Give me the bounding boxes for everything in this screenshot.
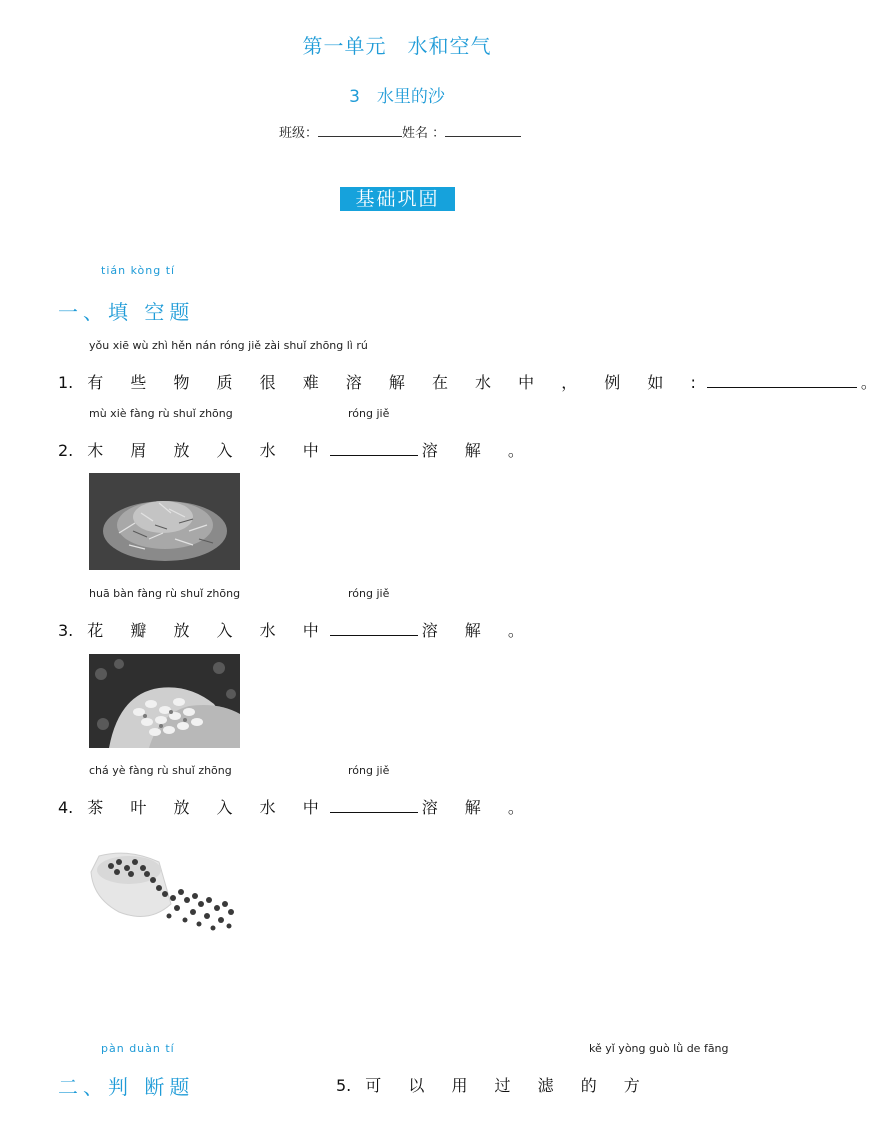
student-info [279, 122, 521, 141]
section1-title: 一、填 空题 [58, 300, 195, 324]
petals-image [89, 654, 240, 748]
q3-text-end: 溶 解 。 [421, 621, 535, 640]
unit-title: 第一单元 水和空气 [302, 34, 492, 58]
question-1 [58, 370, 888, 393]
q1-answer-blank[interactable] [707, 372, 857, 388]
q4-pinyin: chá yè fàng rù shuǐ zhōng [89, 764, 232, 777]
q1-text: 有 些 物 质 很 难 溶 解 在 水 中 ， 例 如 : [87, 373, 707, 392]
section2-title: 二、判 断题 [58, 1075, 195, 1099]
sawdust-image [89, 473, 240, 570]
q5-text: 可 以 用 过 滤 的 方 [365, 1076, 651, 1095]
q3-pinyin: huā bàn fàng rù shuǐ zhōng [89, 587, 241, 600]
q3-number: 3. [58, 621, 74, 640]
q3-pinyin-2: róng jiě [348, 587, 390, 600]
question-4 [58, 795, 535, 818]
question-5 [336, 1073, 651, 1096]
q1-text-end: 。 [860, 373, 888, 392]
class-label: 班级： [279, 126, 319, 141]
tea-leaves-image [89, 842, 240, 940]
section1-pinyin: tián kòng tí [101, 264, 176, 277]
q5-number: 5. [336, 1076, 352, 1095]
q1-number: 1. [58, 373, 74, 392]
name-blank[interactable] [445, 124, 521, 137]
question-2 [58, 438, 535, 461]
name-label: 姓名 ： [402, 126, 446, 141]
q1-pinyin: yǒu xiē wù zhì hěn nán róng jiě zài shuǐ zhōng lì rú [89, 339, 368, 352]
q3-answer-blank[interactable] [330, 620, 418, 636]
lesson-title: 3 水里的沙 [349, 87, 445, 107]
q4-answer-blank[interactable] [330, 797, 418, 813]
q3-text: 花 瓣 放 入 水 中 [87, 621, 330, 640]
q2-pinyin: mù xiè fàng rù shuǐ zhōng [89, 407, 233, 420]
q4-text: 茶 叶 放 入 水 中 [87, 798, 330, 817]
q4-pinyin-2: róng jiě [348, 764, 390, 777]
q5-pinyin: kě yǐ yòng guò lǜ de fāng [589, 1042, 729, 1055]
q2-answer-blank[interactable] [330, 440, 418, 456]
q2-text: 木 屑 放 入 水 中 [87, 441, 330, 460]
section2-pinyin: pàn duàn tí [101, 1042, 175, 1055]
section-badge: 基础巩固 [340, 187, 455, 211]
q2-number: 2. [58, 441, 74, 460]
q2-pinyin-2: róng jiě [348, 407, 390, 420]
q4-text-end: 溶 解 。 [421, 798, 535, 817]
q2-text-end: 溶 解 。 [421, 441, 535, 460]
q4-number: 4. [58, 798, 74, 817]
class-blank[interactable] [318, 124, 402, 137]
question-3 [58, 618, 535, 641]
